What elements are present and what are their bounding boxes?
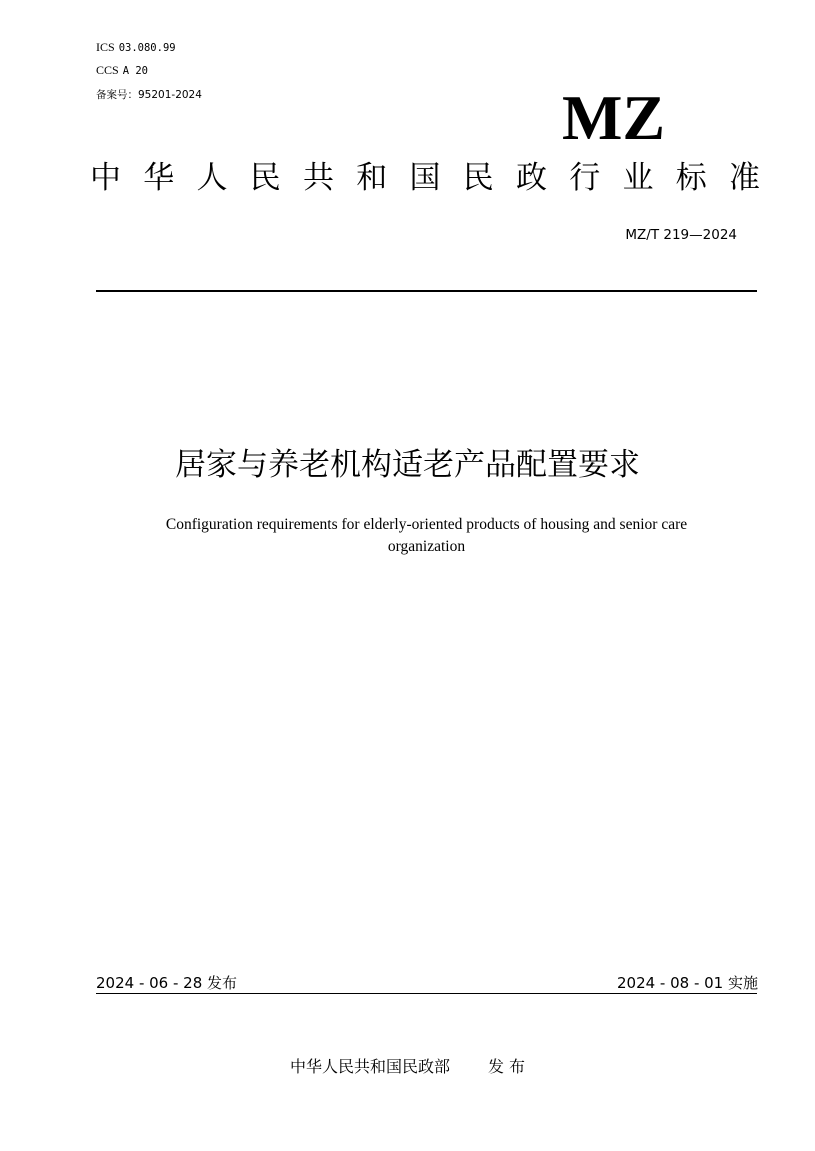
bottom-divider bbox=[96, 993, 757, 994]
standard-type-char: 人 bbox=[196, 160, 228, 196]
ccs-value: A 20 bbox=[122, 65, 148, 77]
filing-number: 备案号：95201-2024 bbox=[96, 89, 202, 101]
document-title-english bbox=[96, 514, 757, 558]
ics-value: 03.080.99 bbox=[118, 42, 176, 54]
standard-type-char: 共 bbox=[303, 160, 334, 196]
ccs-label: CCS bbox=[96, 63, 119, 77]
english-title-line-1: Configuration requirements for elderly-oriented products of housing and senior care bbox=[165, 516, 688, 533]
standard-type-char: 华 bbox=[143, 160, 175, 196]
publisher-line bbox=[0, 1054, 815, 1077]
standard-type-char: 准 bbox=[729, 160, 760, 196]
implementation-date: 2024 - 08 - 01 实施 bbox=[616, 974, 758, 992]
standard-type-char: 国 bbox=[409, 160, 441, 196]
standard-type-char: 中 bbox=[90, 160, 121, 196]
document-title-chinese: 居家与养老机构适老产品配置要求 bbox=[175, 447, 640, 483]
standard-type-char: 业 bbox=[622, 160, 654, 196]
publisher-name: 中华人民共和国民政部 bbox=[289, 1057, 450, 1076]
standard-type-char: 民 bbox=[249, 160, 281, 196]
english-title-line-2: organization bbox=[387, 538, 466, 555]
top-divider bbox=[96, 290, 757, 292]
standard-type-char: 标 bbox=[675, 160, 707, 196]
standard-number: MZ/T 219—2024 bbox=[625, 227, 737, 243]
standard-type-char: 行 bbox=[569, 160, 601, 196]
publisher-action: 发 布 bbox=[487, 1057, 526, 1076]
standard-type-heading bbox=[90, 156, 760, 200]
ics-label: ICS bbox=[96, 40, 115, 54]
standard-type-char: 和 bbox=[356, 160, 388, 196]
standard-type-char: 民 bbox=[462, 160, 494, 196]
issue-date: 2024 - 06 - 28 发布 bbox=[96, 974, 238, 992]
standard-type-char: 政 bbox=[516, 160, 547, 196]
mz-logo: MZ bbox=[562, 82, 666, 153]
ics-code bbox=[96, 40, 176, 55]
ccs-code bbox=[96, 63, 148, 78]
